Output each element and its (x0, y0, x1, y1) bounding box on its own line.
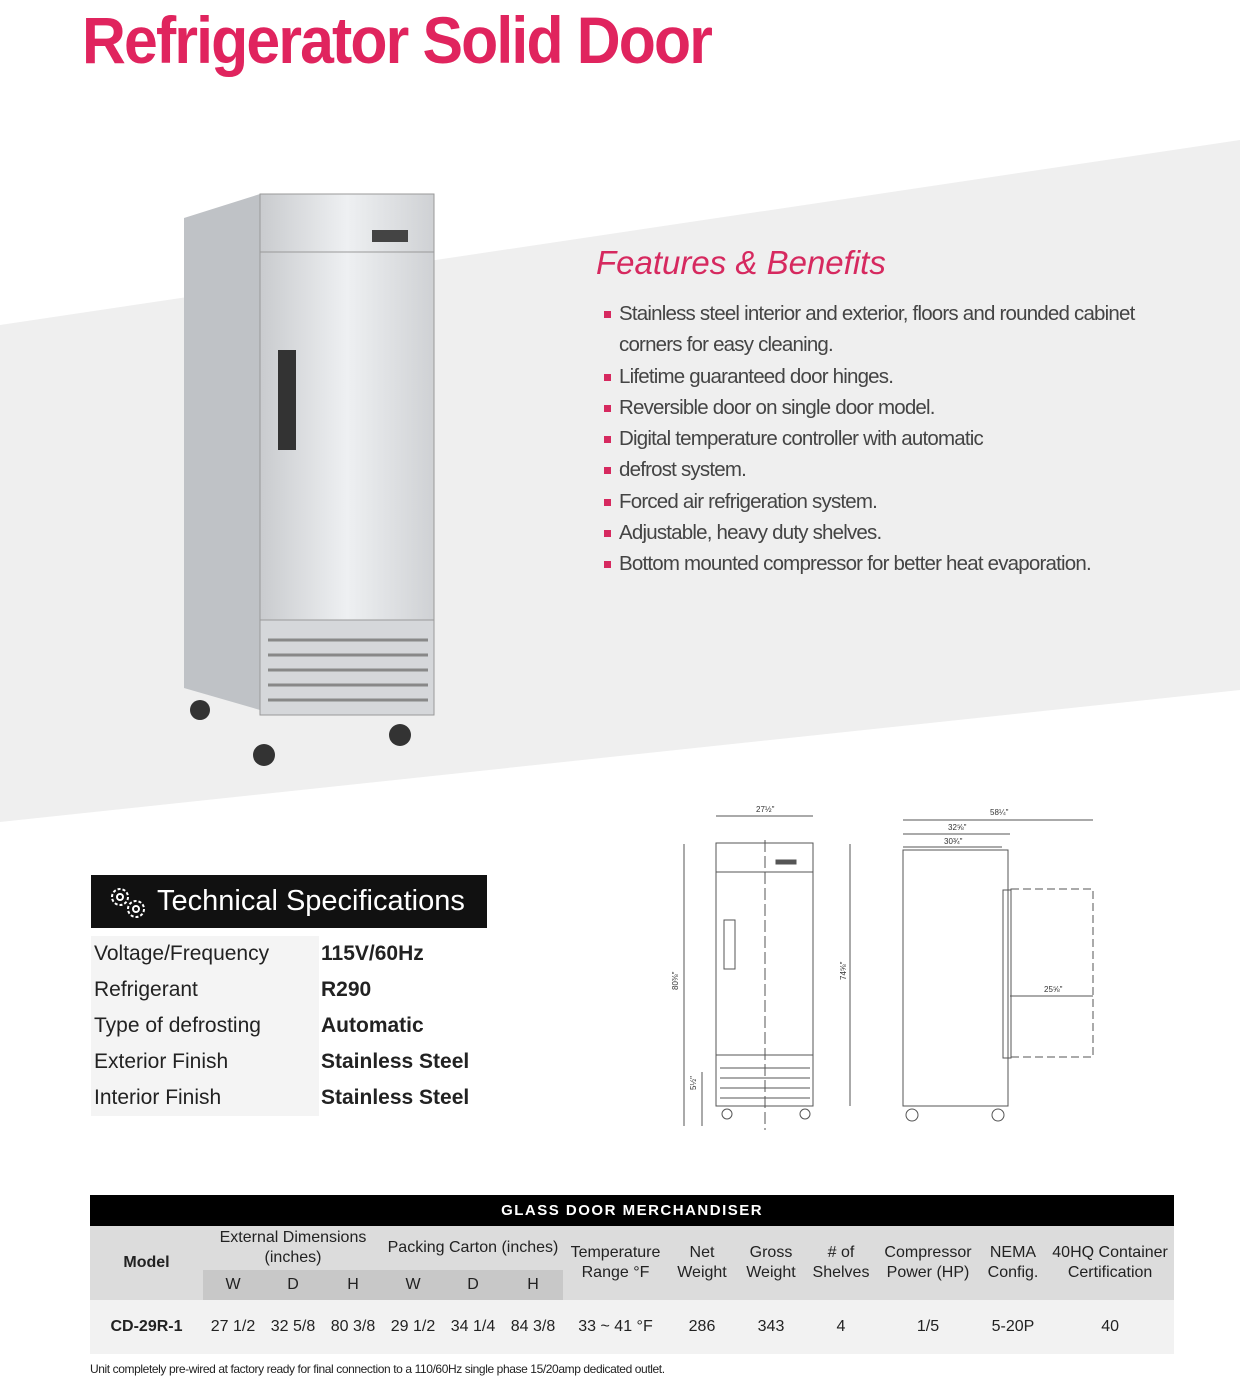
spec-row (91, 936, 487, 972)
spec-value: Stainless Steel (319, 1080, 487, 1116)
sub-h: H (323, 1270, 383, 1300)
feature-item: Adjustable, heavy duty shelves. (604, 517, 1194, 548)
col-model: Model (90, 1226, 203, 1300)
cell: 286 (668, 1300, 736, 1354)
spec-row (91, 1044, 487, 1080)
col-shelves: # of Shelves (806, 1226, 876, 1300)
cell: 1/5 (876, 1300, 980, 1354)
feature-item: Digital temperature controller with automatic (604, 423, 1194, 454)
col-certification: 40HQ Container Certification (1046, 1226, 1174, 1300)
table-row (90, 1300, 1174, 1354)
spec-label: Type of defrosting (91, 1008, 319, 1044)
refrigerator-photo (180, 190, 440, 770)
cell: 4 (806, 1300, 876, 1354)
cell: 33 ~ 41 °F (563, 1300, 668, 1354)
spec-label: Voltage/Frequency (91, 936, 319, 972)
specs-title: Technical Specifications (157, 885, 465, 917)
dim-width: 27½" (756, 805, 775, 814)
specs-header (91, 875, 487, 928)
dim-height-body: 74⅝" (839, 961, 848, 980)
col-compressor: Compressor Power (HP) (876, 1226, 980, 1300)
cell: 84 3/8 (503, 1300, 563, 1354)
cell: 29 1/2 (383, 1300, 443, 1354)
dim-height-total: 80⅜" (671, 971, 680, 990)
sub-h: H (503, 1270, 563, 1300)
spec-row (91, 1008, 487, 1044)
dim-leg: 5½" (689, 1076, 698, 1090)
cell-certification: 40 (1046, 1300, 1174, 1354)
col-net: Net Weight (668, 1226, 736, 1300)
spec-value: Stainless Steel (319, 1044, 487, 1080)
cell-model: CD-29R-1 (90, 1300, 203, 1354)
cell: 343 (736, 1300, 806, 1354)
dim-depth-body: 30¾" (944, 837, 963, 846)
feature-item: Lifetime guaranteed door hinges. (604, 361, 1194, 392)
cell: 80 3/8 (323, 1300, 383, 1354)
specs-table (91, 936, 487, 1116)
model-table (90, 1195, 1174, 1354)
spec-label: Refrigerant (91, 972, 319, 1008)
gears-icon (105, 882, 149, 922)
cell: 5-20P (980, 1300, 1046, 1354)
sub-d: D (263, 1270, 323, 1300)
spec-row (91, 1080, 487, 1116)
spec-value: R290 (319, 972, 487, 1008)
feature-item: Reversible door on single door model. (604, 392, 1194, 423)
col-external: External Dimensions (inches) (203, 1226, 383, 1270)
feature-item: Forced air refrigeration system. (604, 486, 1194, 517)
cell: 34 1/4 (443, 1300, 503, 1354)
spec-label: Interior Finish (91, 1080, 319, 1116)
spec-value: 115V/60Hz (319, 936, 487, 972)
spec-value: Automatic (319, 1008, 487, 1044)
table-title: GLASS DOOR MERCHANDISER (90, 1195, 1174, 1226)
dim-depth-total: 32⅝" (948, 823, 967, 832)
cell: 27 1/2 (203, 1300, 263, 1354)
dim-door: 25⅝" (1044, 985, 1063, 994)
col-gross: Gross Weight (736, 1226, 806, 1300)
spec-label: Exterior Finish (91, 1044, 319, 1080)
sub-w: W (383, 1270, 443, 1300)
spec-row (91, 972, 487, 1008)
model-table-section (90, 1195, 1174, 1376)
page-title: Refrigerator Solid Door (82, 3, 712, 77)
col-nema: NEMA Config. (980, 1226, 1046, 1300)
col-temp: Temperature Range °F (563, 1226, 668, 1300)
cell: 32 5/8 (263, 1300, 323, 1354)
features-list (604, 298, 1194, 580)
feature-item: Bottom mounted compressor for better heat evaporation. (604, 548, 1194, 579)
sub-w: W (203, 1270, 263, 1300)
feature-item: defrost system. (604, 454, 1194, 485)
col-packing: Packing Carton (inches) (383, 1226, 563, 1270)
feature-item: Stainless steel interior and exterior, floors and rounded cabinet corners for easy cleaning. (604, 298, 1194, 361)
features-title: Features & Benefits (596, 244, 886, 281)
footnote: Unit completely pre-wired at factory ready for final connection to a 110/60Hz single phase 15/20amp dedicated outlet. (90, 1362, 665, 1376)
dim-depth-open: 58¼" (990, 808, 1009, 817)
dimension-diagram (660, 800, 1110, 1140)
sub-d: D (443, 1270, 503, 1300)
